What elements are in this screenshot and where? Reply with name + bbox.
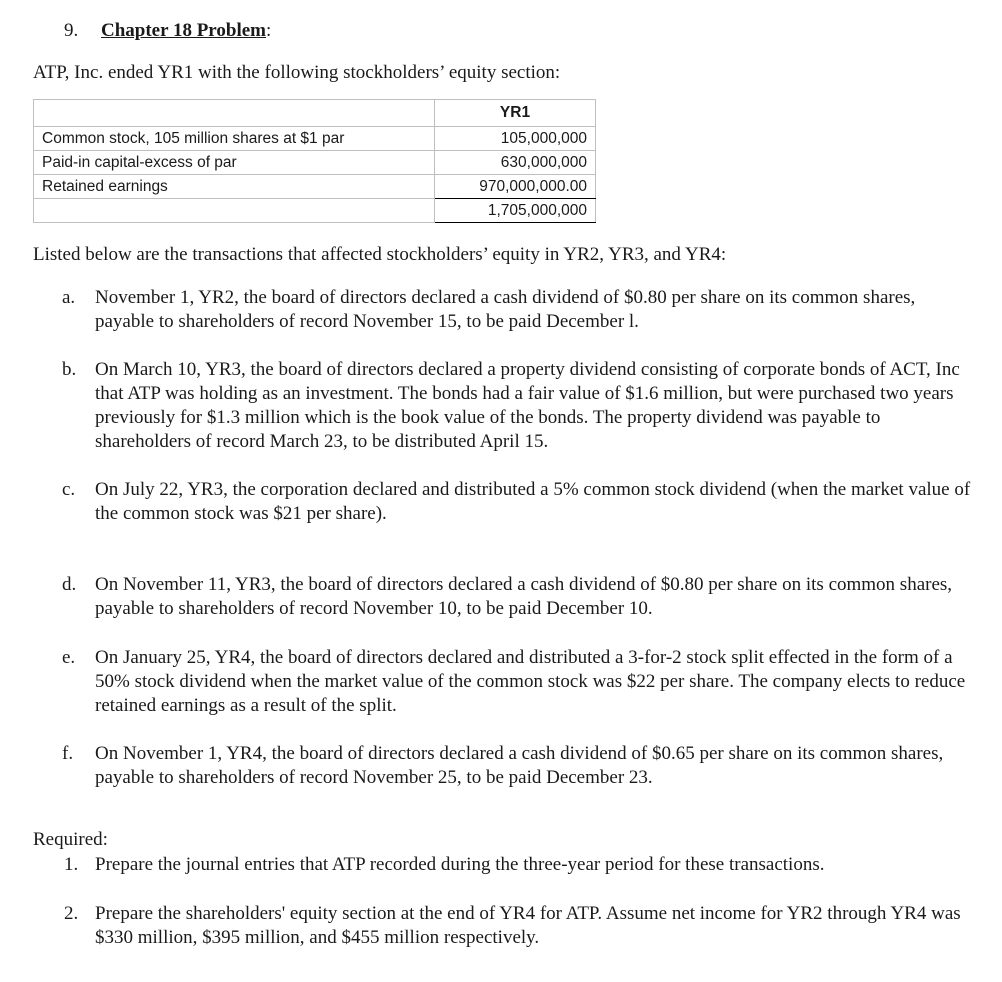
transaction-letter: c. [62, 479, 76, 500]
transaction-text: On January 25, YR4, the board of directors declared and distributed a 3-for-2 stock split effected in the form of a 50% stock dividend when the market value of the common stock was $22 per share. The company elects to reduce retained earnings as a result of the split. [95, 647, 966, 716]
equity-row-label [34, 199, 435, 223]
table-row-total [34, 199, 596, 223]
transaction-item-f [62, 742, 972, 790]
required-item-1 [64, 853, 964, 877]
transaction-item-c [62, 478, 972, 526]
transaction-text: On March 10, YR3, the board of directors declared a property dividend consisting of corporate bonds of ACT, Inc that ATP was holding as an investment. The bonds had a fair value of $1.6 million, but were purchased two years previously for $1.3 million which is the book value of the bonds. The property dividend was payable to shareholders of record March 23, to be distributed April 15. [95, 359, 960, 452]
equity-row-value: 970,000,000.00 [435, 175, 596, 199]
problem-title-colon: : [266, 20, 272, 41]
equity-row-label: Retained earnings [34, 175, 435, 199]
table-row [34, 127, 596, 151]
transactions-intro: Listed below are the transactions that affected stockholders’ equity in YR2, YR3, and YR4: [33, 244, 727, 265]
transaction-text: On July 22, YR3, the corporation declared and distributed a 5% common stock dividend (when the market value of the common stock was $21 per share). [95, 479, 971, 524]
required-number: 1. [64, 854, 79, 875]
transaction-letter: f. [62, 743, 74, 764]
equity-total-value: 1,705,000,000 [435, 199, 596, 223]
equity-row-value: 105,000,000 [435, 127, 596, 151]
transaction-text: On November 11, YR3, the board of directors declared a cash dividend of $0.80 per share on its common shares, payable to shareholders of record November 10, to be paid December 10. [95, 574, 953, 619]
transaction-item-d [62, 573, 972, 621]
required-text: Prepare the journal entries that ATP recorded during the three-year period for these transactions. [95, 854, 825, 875]
required-label: Required: [33, 829, 108, 850]
equity-table [33, 99, 596, 223]
problem-heading [64, 20, 271, 42]
problem-title: Chapter 18 Problem [101, 20, 267, 41]
equity-row-label: Paid-in capital-excess of par [34, 151, 435, 175]
table-row [34, 151, 596, 175]
transaction-text: November 1, YR2, the board of directors declared a cash dividend of $0.80 per share on its common shares, payable to shareholders of record November 15, to be paid December l. [95, 287, 916, 332]
table-row [34, 175, 596, 199]
problem-number: 9. [64, 20, 79, 41]
transaction-item-a [62, 286, 972, 334]
problem-intro: ATP, Inc. ended YR1 with the following stockholders’ equity section: [33, 62, 561, 83]
equity-table-header-row [34, 100, 596, 127]
transaction-letter: d. [62, 574, 77, 595]
transaction-item-e [62, 646, 972, 718]
equity-table-column-header: YR1 [435, 100, 596, 127]
transaction-item-b [62, 358, 972, 454]
transaction-letter: e. [62, 647, 76, 668]
equity-table-header-blank [34, 100, 435, 127]
transaction-letter: a. [62, 287, 76, 308]
equity-row-value: 630,000,000 [435, 151, 596, 175]
required-text: Prepare the shareholders' equity section at the end of YR4 for ATP. Assume net income for YR2 through YR4 was $330 million, $395 million, and $455 million respectively. [95, 903, 961, 948]
required-item-2 [64, 902, 964, 950]
required-number: 2. [64, 903, 79, 924]
transaction-text: On November 1, YR4, the board of directors declared a cash dividend of $0.65 per share on its common shares, payable to shareholders of record November 25, to be paid December 23. [95, 743, 944, 788]
equity-row-label: Common stock, 105 million shares at $1 par [34, 127, 435, 151]
transaction-letter: b. [62, 359, 77, 380]
